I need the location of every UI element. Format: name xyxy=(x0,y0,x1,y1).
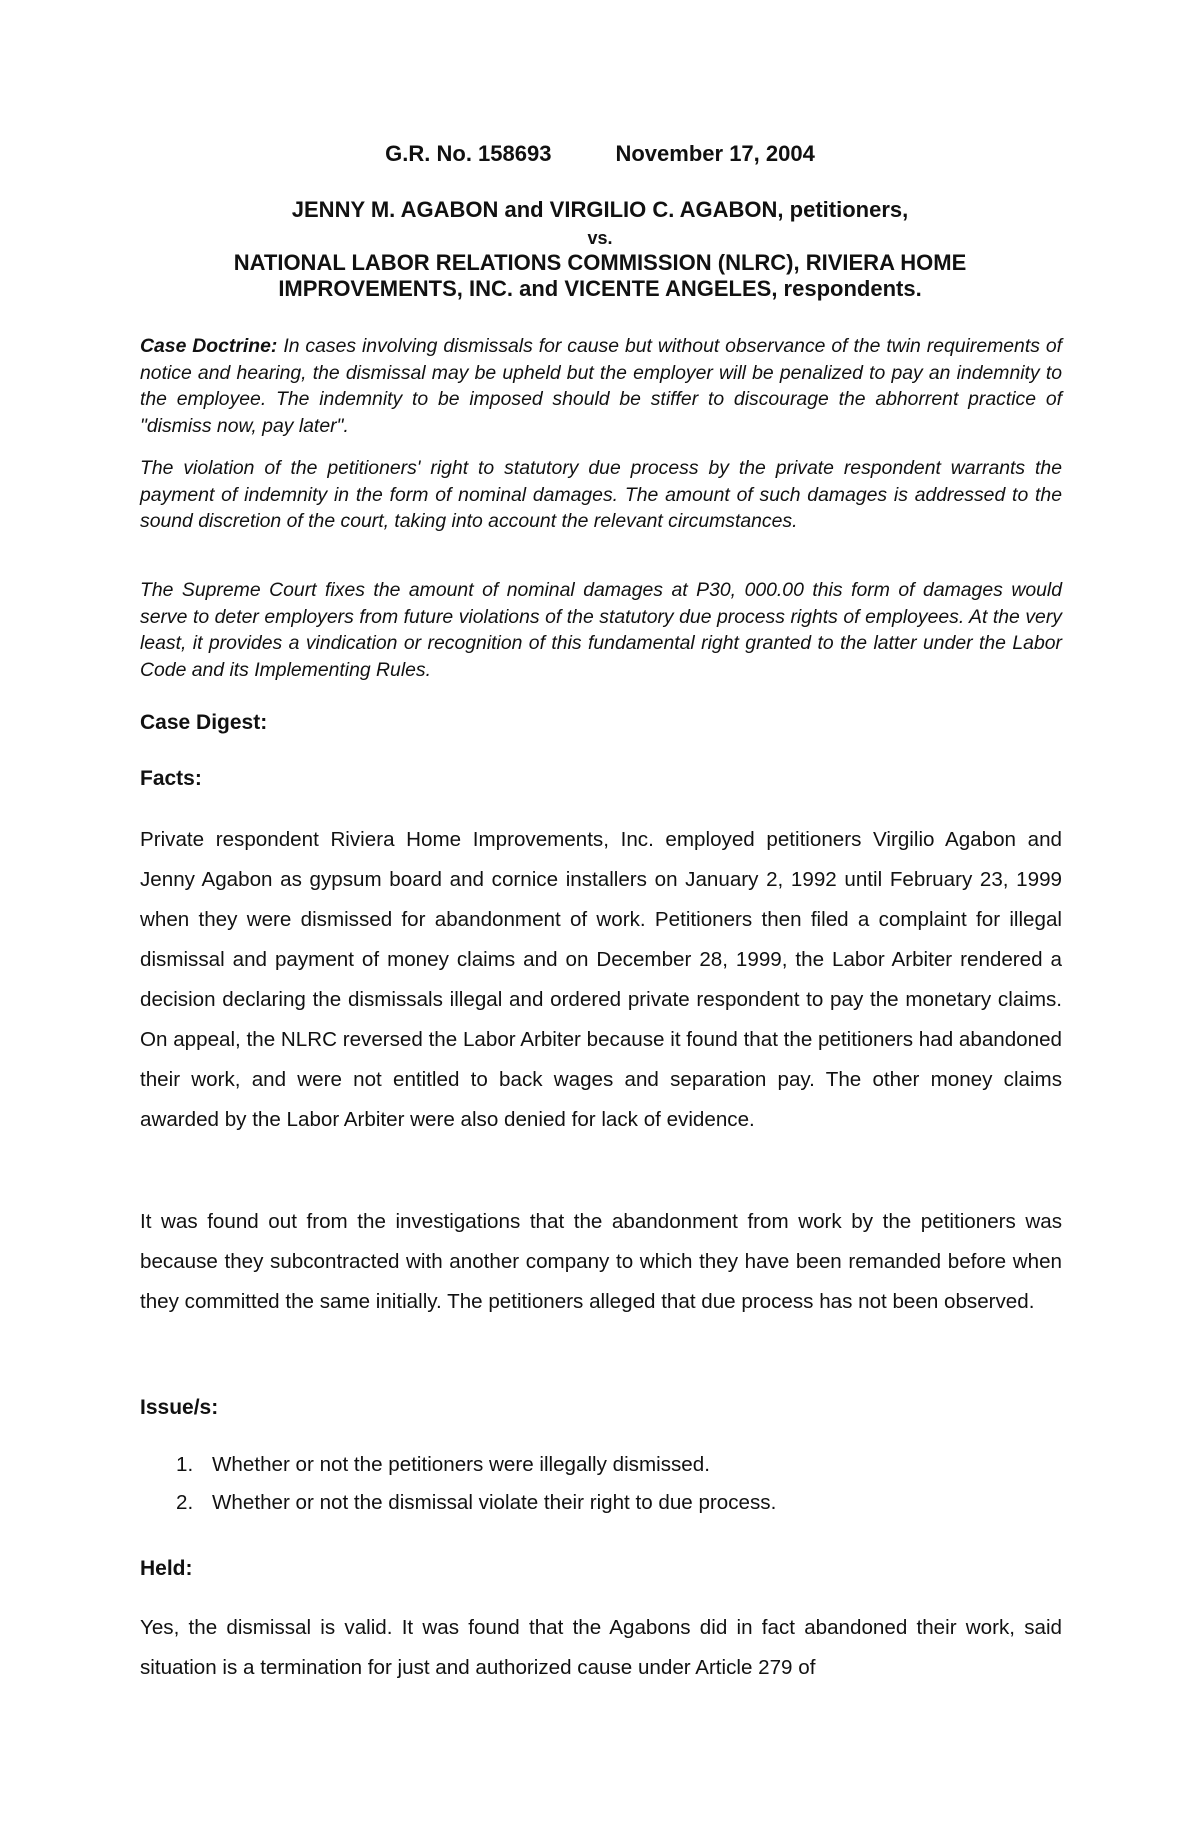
case-digest-heading: Case Digest: xyxy=(140,711,268,734)
gr-number: G.R. No. 158693 xyxy=(385,141,552,166)
issues-list xyxy=(176,1446,1056,1522)
decision-date: November 17, 2004 xyxy=(615,141,815,166)
case-doctrine-text: In cases involving dismissals for cause but without observance of the twin requirements of notice and hearing, the dismissal may be upheld but the employer will be penalized to pay an indemnity to the employee. The indemnity to be imposed should be stiffer to discourage the abhorrent practice of "dismiss now, pay later". xyxy=(140,335,1062,437)
respondents-line-2: IMPROVEMENTS, INC. and VICENTE ANGELES, respondents. xyxy=(278,276,922,301)
facts-heading: Facts: xyxy=(140,767,202,790)
held-heading: Held: xyxy=(140,1557,193,1580)
held-paragraph: Yes, the dismissal is valid. It was found that the Agabons did in fact abandoned their work, said situation is a termination for just and authorized cause under Article 279 of xyxy=(140,1616,1062,1679)
doctrine-paragraph-2: The violation of the petitioners' right to statutory due process by the private respondent warrants the payment of indemnity in the form of nominal damages. The amount of such damages is addressed to the sound discretion of the court, taking into account the relevant circumstances. xyxy=(140,457,1062,532)
case-doctrine-label: Case Doctrine: xyxy=(140,335,278,357)
list-item: 1. Whether or not the petitioners were illegally dismissed. xyxy=(176,1453,710,1476)
facts-paragraph-1: Private respondent Riviera Home Improvements, Inc. employed petitioners Virgilio Agabon and Jenny Agabon as gypsum board and cornice installers on January 2, 1992 until February 23, 1999 when they were dismissed for abandonment of work. Petitioners then filed a complaint for illegal dismissal and payment of money claims and on December 28, 1999, the Labor Arbiter rendered a decision declaring the dismissals illegal and ordered private respondent to pay the monetary claims. On appeal, the NLRC reversed the Labor Arbiter because it found that the petitioners had abandoned their work, and were not entitled to back wages and separation pay. The other money claims awarded by the Labor Arbiter were also denied for lack of evidence. xyxy=(140,828,1062,1131)
case-doctrine-paragraph xyxy=(140,333,1062,439)
issues-heading: Issue/s: xyxy=(140,1396,219,1419)
list-item: 2. Whether or not the dismissal violate their right to due process. xyxy=(176,1491,777,1514)
petitioners-line: JENNY M. AGABON and VIRGILIO C. AGABON, petitioners, xyxy=(291,197,909,222)
versus-line: vs. xyxy=(587,228,613,248)
doctrine-paragraph-3: The Supreme Court fixes the amount of nominal damages at P30, 000.00 this form of damages would serve to deter employers from future violations of the statutory due process rights of employees. At the very least, it provides a vindication or recognition of this fundamental right granted to the latter under the Labor Code and its Implementing Rules. xyxy=(140,579,1062,681)
respondents-line xyxy=(0,250,1200,302)
facts-paragraph-2: It was found out from the investigations that the abandonment from work by the petitioners was because they subcontracted with another company to which they have been remanded before when they committed the same initially. The petitioners alleged that due process has not been observed. xyxy=(140,1210,1062,1313)
respondents-line-1: NATIONAL LABOR RELATIONS COMMISSION (NLRC), RIVIERA HOME xyxy=(233,250,967,275)
case-number-line xyxy=(0,141,1200,167)
